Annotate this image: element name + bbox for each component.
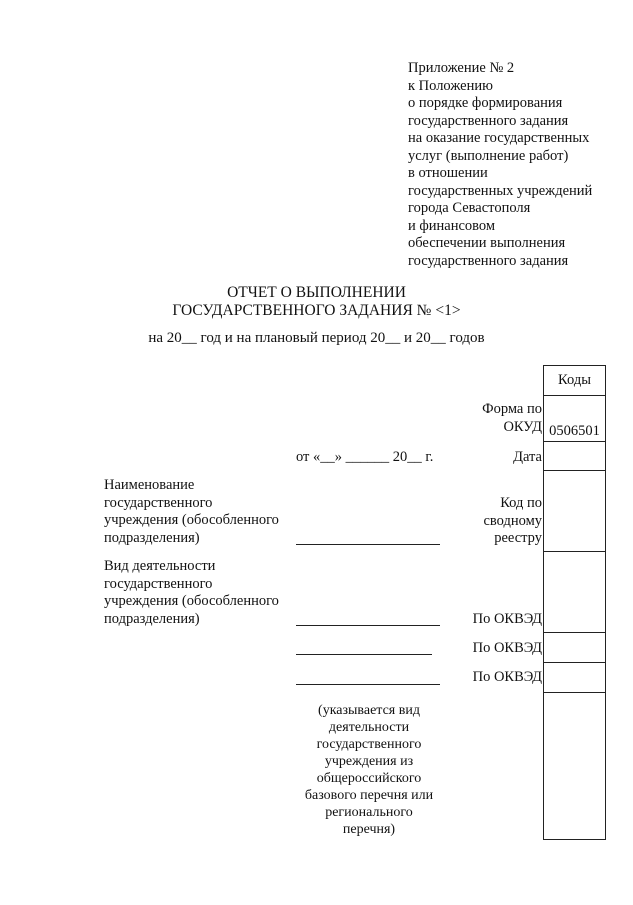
note-line: государственного — [316, 737, 422, 752]
okved-code-cell-2[interactable] — [544, 633, 605, 663]
okved-code-cell-1[interactable] — [544, 552, 605, 633]
appendix-line: в отношении — [408, 165, 488, 181]
activity-label-line: учреждения (обособленного — [104, 593, 279, 609]
activity-type-field-3[interactable] — [296, 684, 440, 685]
activity-label-line: подразделения) — [104, 610, 200, 627]
form-okud-label-line: Форма по — [482, 401, 542, 417]
activity-type-label — [104, 558, 279, 628]
registry-code-cell[interactable] — [544, 471, 605, 552]
report-title-line-1: ОТЧЕТ О ВЫПОЛНЕНИИ — [227, 284, 406, 301]
report-title-line-2: ГОСУДАРСТВЕННОГО ЗАДАНИЯ № <1> — [172, 302, 461, 319]
activity-type-field-2[interactable] — [296, 654, 432, 655]
activity-label-line: государственного — [104, 575, 213, 592]
note-line: (указывается вид — [318, 703, 420, 718]
appendix-header — [408, 60, 592, 270]
note-line: регионального — [325, 805, 413, 820]
institution-label-line: государственного — [104, 494, 213, 511]
note-line: общероссийского — [316, 771, 422, 786]
appendix-line: города Севастополя — [408, 200, 531, 216]
note-line: деятельности — [328, 720, 410, 735]
note-line: учреждения из — [324, 754, 414, 769]
appendix-line: и финансовом — [408, 217, 496, 234]
codes-header: Коды — [544, 366, 605, 396]
okved-code-cell-3[interactable] — [544, 663, 605, 693]
institution-name-field[interactable] — [296, 544, 440, 545]
form-okud-label-line: ОКУД — [503, 418, 542, 435]
okved-label-3: По ОКВЭД — [472, 669, 542, 685]
appendix-line: государственного задания — [408, 252, 569, 269]
appendix-line: государственного задания — [408, 112, 569, 129]
note-line: базового перечня или — [304, 788, 434, 803]
registry-code-label — [440, 495, 542, 548]
registry-label-line: сводному — [483, 512, 542, 529]
institution-name-label — [104, 477, 279, 547]
note-line: перечня) — [342, 822, 396, 837]
appendix-line: государственных учреждений — [408, 182, 593, 199]
institution-label-line: Наименование — [104, 477, 195, 493]
date-code-cell[interactable] — [544, 442, 605, 471]
registry-label-line: реестру — [494, 530, 542, 546]
appendix-line: о порядке формирования — [408, 95, 563, 111]
appendix-line: к Положению — [408, 77, 493, 94]
registry-label-line: Код по — [500, 495, 542, 511]
activity-type-field-1[interactable] — [296, 625, 440, 626]
okved-label-1: По ОКВЭД — [472, 611, 542, 627]
okud-code-cell[interactable]: 0506501 — [544, 396, 605, 442]
appendix-line: на оказание государственных — [408, 130, 590, 146]
activity-note — [296, 702, 442, 838]
appendix-line: услуг (выполнение работ) — [408, 147, 569, 164]
activity-label-line: Вид деятельности — [104, 558, 216, 574]
form-okud-label — [440, 401, 542, 436]
okved-label-2: По ОКВЭД — [472, 640, 542, 656]
date-label: Дата — [513, 449, 542, 465]
report-period: на 20__ год и на плановый период 20__ и 20__ годов — [148, 330, 485, 346]
institution-label-line: подразделения) — [104, 529, 200, 546]
codes-table — [543, 365, 606, 840]
institution-label-line: учреждения (обособленного — [104, 512, 279, 528]
report-date[interactable]: от «__» ______ 20__ г. — [296, 449, 434, 465]
appendix-line: обеспечении выполнения — [408, 235, 566, 251]
appendix-line: Приложение № 2 — [408, 60, 515, 76]
